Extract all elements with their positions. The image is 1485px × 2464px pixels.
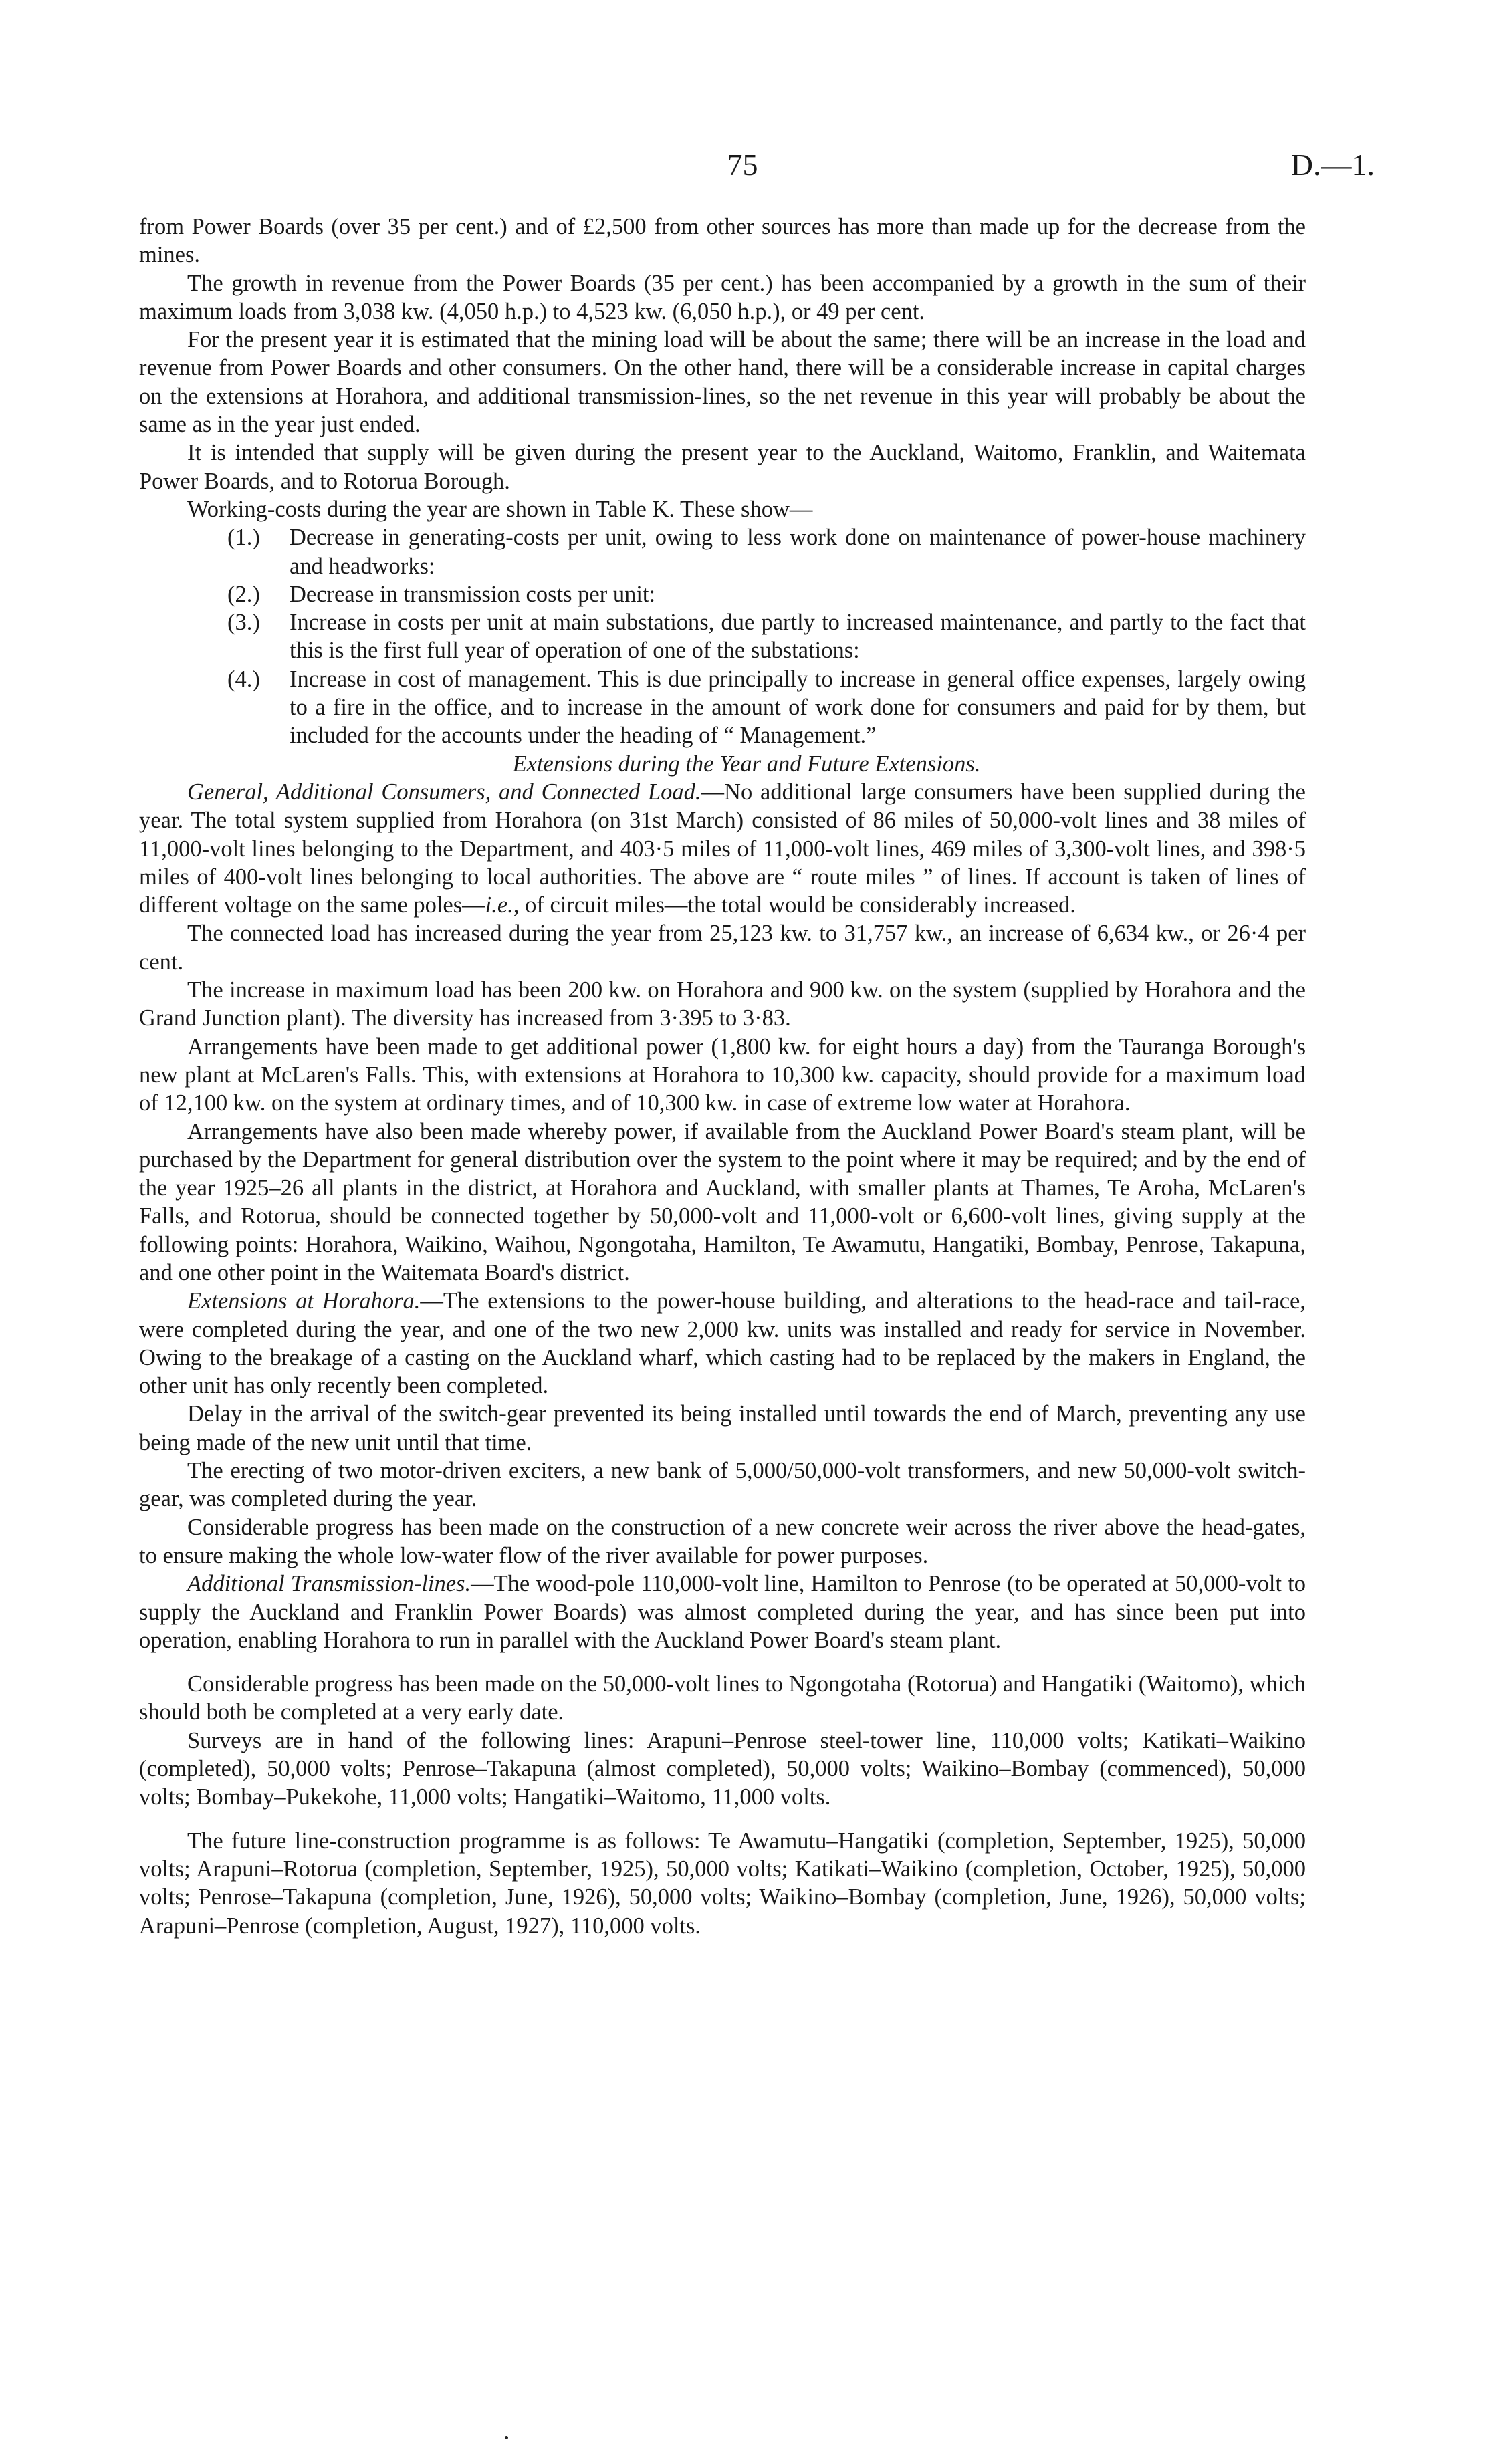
paragraph-line-progress: Considerable progress has been made on the 50,000-volt lines to Ngongotaha (Rotorua) and Hangatiki (Waitomo), which should both be completed at a very early date. [139,1671,1306,1725]
list-item-text: Decrease in transmission costs per unit: [290,581,656,607]
paragraph-text: —No additional large consumers have been supplied during the year. The total system supplied from Horahora (on 31st March) consisted of 86 miles of 50,000-volt lines and 38 miles of 11,000-volt lines belonging to the Department, and 403·5 miles of 11,000-volt lines, 469 miles of 3,300-volt lines, and 398·5 miles of 400-volt lines belonging to local authorities. The above are “ route miles ” of lines. If account is taken of lines of different voltage on the same poles— [139,779,1306,918]
list-item-text: Increase in costs per unit at main substations, due partly to increased maintenance, and partly to the fact that this is the first full year of operation of one of the substations: [290,610,1306,664]
paragraph-maximum-load: The increase in maximum load has been 200 kw. on Horahora and 900 kw. on the system (supplied by Horahora and the Grand Junction plant). The diversity has increased from 3·395 to 3·83. [139,977,1306,1031]
document-reference: D.—1. [1290,148,1375,182]
paragraph-transmission-lines [139,1570,1306,1654]
paragraph-exciters: The erecting of two motor-driven exciters, a new bank of 5,000/50,000-volt transformers, and new 50,000-volt switch-gear, was completed during the year. [139,1458,1306,1512]
body-text [139,213,1306,1940]
paragraph-surveys: Surveys are in hand of the following lines: Arapuni–Penrose steel-tower line, 110,000 volts; Katikati–Waikino (completed), 50,000 volts; Penrose–Takapuna (almost completed), 50,000 volts; Waikino–Bombay (commenced), 50,000 volts; Bombay–Pukekohe, 11,000 volts; Hangatiki–Waitomo, 11,000 volts. [139,1727,1306,1810]
paragraph-future-programme: The future line-construction programme is as follows: Te Awamutu–Hangatiki (completion, September, 1925), 50,000 volts; Arapuni–Rotorua (completion, September, 1925), 50,000 volts; Katikati–Waikino (completion, October, 1925), 50,000 volts; Penrose–Takapuna (completion, June, 1926), 50,000 volts; Waikino–Bombay (completion, June, 1926), 50,000 volts; Arapuni–Penrose (completion, August, 1927), 110,000 volts. [139,1828,1306,1939]
section-heading: Extensions during the Year and Future Extensions. [512,751,981,777]
paragraph-working-costs: Working-costs during the year are shown in Table K. These show— [187,496,813,522]
paragraph-supply-intent: It is intended that supply will be given during the present year to the Auckland, Waitomo, Franklin, and Waitemata Power Boards, and to Rotorua Borough. [139,440,1306,494]
paragraph-lead-italic: Extensions at Horahora. [187,1288,421,1314]
paragraph-text: —The extensions to the power-house building, and alterations to the head-race and tail-race, were completed during the year, and one of the two new 2,000 kw. units was installed and ready for service in November. Owing to the breakage of a casting on the Auckland wharf, which casting had to be replaced by the makers in England, the other unit has only recently been completed. [139,1288,1306,1399]
paragraph-present-year-estimate: For the present year it is estimated that the mining load will be about the same; there will be an increase in the load and revenue from Power Boards and other consumers. On the other hand, there will be a considerable increase in capital charges on the extensions at Horahora, and additional transmission-lines, so the net revenue in this year will probably be about the same as in the year just ended. [139,327,1306,438]
paragraph-additional-power: Arrangements have been made to get additional power (1,800 kw. for eight hours a day) from the Tauranga Borough's new plant at McLaren's Falls. This, with extensions at Horahora to 10,300 kw. capacity, should provide for a maximum load of 12,100 kw. on the system at ordinary times, and of 10,300 kw. in case of extreme low water at Horahora. [139,1033,1306,1116]
list-item-number: (3.) [227,610,260,636]
paragraph-lead-italic: Additional Transmission-lines. [187,1571,471,1597]
scan-speck [505,2436,508,2439]
paragraph-revenue-continued: from Power Boards (over 35 per cent.) and of £2,500 from other sources has more than made up for the decrease from the mines. [139,214,1306,268]
list-item [227,665,1306,750]
list-item-number: (1.) [227,525,260,551]
list-item-number: (2.) [227,581,260,607]
abbreviation-italic: i.e. [485,892,513,918]
working-costs-list [139,523,1306,749]
list-item-text: Decrease in generating-costs per unit, owing to less work done on maintenance of power-house machinery and headworks: [290,525,1306,579]
list-item [227,523,1306,580]
paragraph-switch-gear-delay: Delay in the arrival of the switch-gear prevented its being installed until towards the end of March, preventing any use being made of the new unit until that time. [139,1401,1306,1455]
paragraph-general-connected-load [139,778,1306,919]
paragraph-steam-plant: Arrangements have also been made whereby power, if available from the Auckland Power Board's steam plant, will be purchased by the Department for general distribution over the system to the point where it may be required; and by the end of the year 1925–26 all plants in the district, at Horahora and Auckland, with smaller plants at Thames, Te Aroha, McLaren's Falls, and Rotorua, should be connected together by 50,000-volt and 11,000-volt or 6,600-volt lines, giving supply at the following points: Horahora, Waikino, Waihou, Ngongotaha, Hamilton, Te Awamutu, Hangatiki, Bombay, Penrose, Takapuna, and one other point in the Waitemata Board's district. [139,1118,1306,1285]
list-item [227,580,1306,608]
list-item-text: Increase in cost of management. This is due principally to increase in general office expenses, largely owing to a fire in the office, and to increase in the amount of work done for consumers and paid for by them, but included for the accounts under the heading of “ Management.” [290,666,1306,749]
page-number: 75 [727,148,758,182]
paragraph-revenue-growth: The growth in revenue from the Power Boards (35 per cent.) has been accompanied by a growth in the sum of their maximum loads from 3,038 kw. (4,050 h.p.) to 4,523 kw. (6,050 h.p.), or 49 per cent. [139,270,1306,324]
list-item-number: (4.) [227,666,260,692]
paragraph-text: —The wood-pole 110,000-volt line, Hamilton to Penrose (to be operated at 50,000-volt to supply the Auckland and Franklin Power Boards) was almost completed during the year, and has since been put into operation, enabling Horahora to run in parallel with the Auckland Power Board's steam plant. [139,1571,1306,1653]
paragraph-text: , of circuit miles—the total would be considerably increased. [513,892,1076,918]
paragraph-connected-load: The connected load has increased during the year from 25,123 kw. to 31,757 kw., an increase of 6,634 kw., or 26·4 per cent. [139,920,1306,975]
paragraph-lead-italic: General, Additional Consumers, and Connected Load. [187,779,701,805]
paragraph-extensions-horahora [139,1287,1306,1400]
list-item [227,608,1306,665]
paragraph-concrete-weir: Considerable progress has been made on the construction of a new concrete weir across the river above the head-gates, to ensure making the whole low-water flow of the river available for power purposes. [139,1514,1306,1568]
